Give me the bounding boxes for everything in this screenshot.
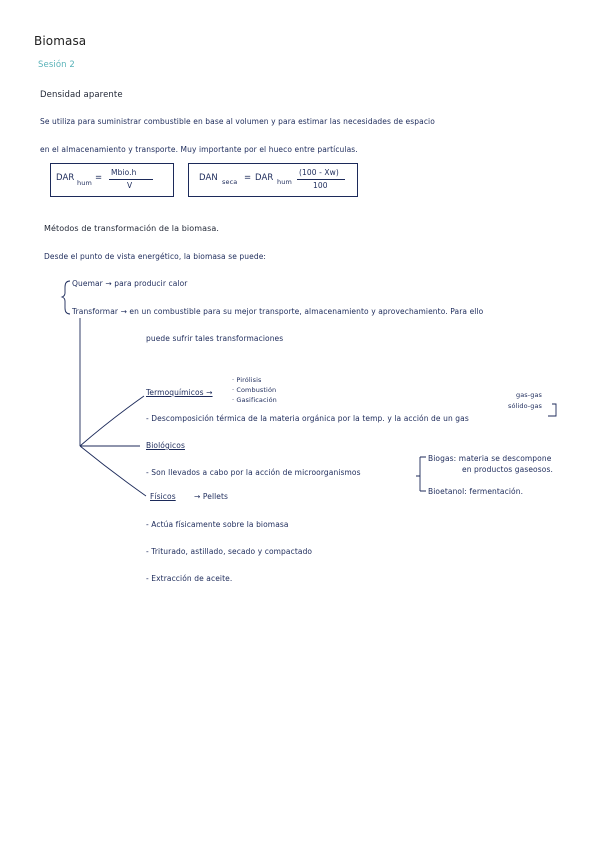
- termo-item-combustion: · Combustión: [232, 386, 277, 394]
- density-heading: Densidad aparente: [40, 90, 123, 100]
- transformar-line-2: puede sufrir tales transformaciones: [146, 334, 284, 343]
- biologicos-label: Biológicos: [146, 441, 185, 450]
- biogas-line-1: Biogas: materia se descompone: [428, 454, 552, 463]
- density-text-line-1: Se utiliza para suministrar combustible en base al volumen y para estimar las necesidades de espacio: [40, 117, 435, 126]
- gas-type-1: gas-gas: [516, 391, 543, 399]
- formula-box-2: DAN seca = DAR hum (100 - Xw) 100: [188, 163, 358, 197]
- quemar-line: Quemar → para producir calor: [72, 279, 188, 288]
- transformar-line-1: Transformar → en un combustible para su mejor transporte, almacenamiento y aprovechamiento. Para ello: [72, 307, 484, 316]
- density-text-line-2: en el almacenamiento y transporte. Muy importante por el hueco entre partículas.: [40, 145, 358, 154]
- methods-heading: Métodos de transformación de la biomasa.: [44, 224, 220, 233]
- formula-2-lhs: DAN: [199, 173, 218, 183]
- formula-2-numerator: (100 - Xw): [299, 168, 339, 177]
- descomposicion-line: - Descomposición térmica de la materia orgánica por la temp. y la acción de un gas: [146, 414, 469, 423]
- formula-2-lhs-sub: seca: [222, 178, 238, 186]
- formula-2-mid-sub: hum: [277, 178, 292, 186]
- termo-item-gasificacion: · Gasificación: [232, 396, 277, 404]
- biogas-line-2: en productos gaseosos.: [462, 465, 553, 474]
- gas-type-2: sólido-gas: [508, 402, 543, 410]
- formula-1-lhs: DAR: [56, 173, 75, 183]
- formula-2-mid: DAR: [255, 173, 274, 183]
- fisicos-item-1: - Actúa físicamente sobre la biomasa: [146, 520, 289, 529]
- formula-1-denominator: V: [127, 181, 133, 190]
- bioetanol-line: Bioetanol: fermentación.: [428, 487, 524, 496]
- formula-1-lhs-sub: hum: [77, 179, 92, 187]
- fisicos-label: Físicos: [150, 492, 176, 501]
- page-title: Biomasa: [34, 34, 87, 48]
- fisicos-item-2: - Triturado, astillado, secado y compactado: [146, 547, 313, 556]
- formula-box-1: DAR hum = Mbio.h V: [50, 163, 174, 197]
- session-label: Sesión 2: [38, 60, 75, 70]
- biologicos-desc: - Son llevados a cabo por la acción de microorganismos: [146, 468, 361, 477]
- methods-intro: Desde el punto de vista energético, la biomasa se puede:: [44, 252, 267, 261]
- fisicos-item-3: - Extracción de aceite.: [146, 574, 233, 583]
- termo-item-pirolisis: · Pirólisis: [232, 376, 262, 384]
- fisicos-pellets: → Pellets: [194, 492, 229, 501]
- formula-2-denominator: 100: [313, 181, 328, 190]
- termoquimicos-label: Termoquímicos →: [146, 388, 213, 397]
- formula-1-numerator: Mbio.h: [111, 168, 137, 177]
